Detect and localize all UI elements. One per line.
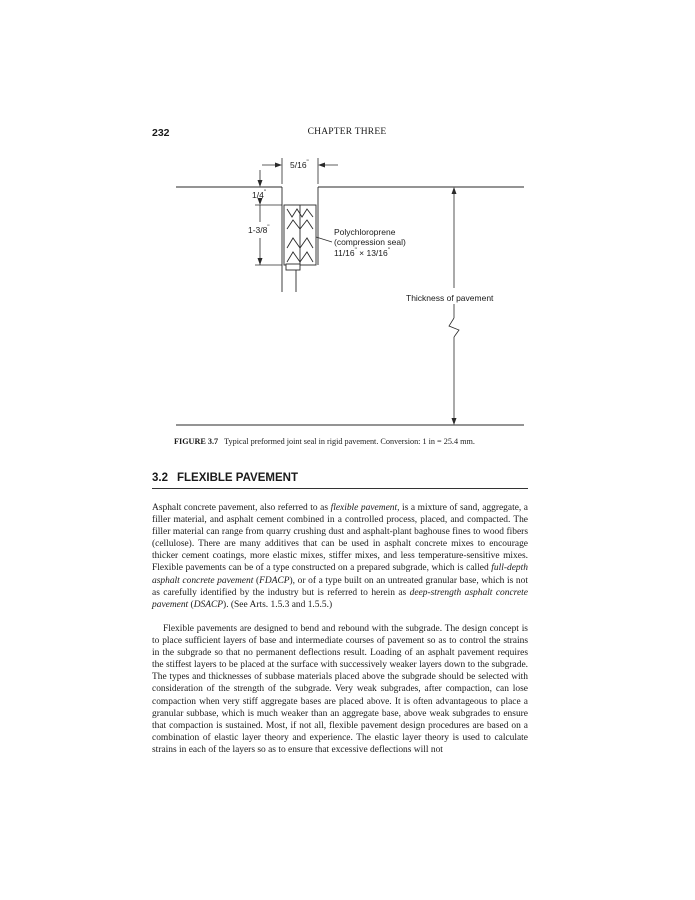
top-dimension-label: 1/4" — [252, 190, 266, 200]
thickness-dimension — [449, 187, 459, 425]
page-number: 232 — [152, 127, 170, 139]
figure-caption-text: Typical preformed joint seal in rigid pavement. Conversion: 1 in = 25.4 mm. — [224, 437, 475, 446]
seal-label-type: (compression seal) — [334, 237, 406, 247]
chapter-title: CHAPTER THREE — [307, 127, 387, 137]
section-number: 3.2 — [152, 472, 168, 484]
width-dimension-label: 5/16" — [290, 160, 309, 170]
section-heading — [152, 472, 528, 489]
depth-dimension-label: 1-3/8" — [248, 225, 270, 235]
section-title: FLEXIBLE PAVEMENT — [177, 472, 298, 484]
figure-caption — [174, 437, 534, 446]
figure-number: FIGURE 3.7 — [174, 437, 219, 446]
seal-label-material: Polychloroprene — [334, 227, 396, 237]
compression-seal — [284, 205, 316, 270]
thickness-label: Thickness of pavement — [406, 293, 494, 303]
seal-label-size: 11/16" × 13/16" — [334, 248, 390, 258]
depth-dimension — [255, 170, 282, 265]
paragraph-1: Asphalt concrete pavement, also referred to as flexible pavement, is a mixture of sand, aggregate, a filler material, and asphalt cement combined in a controlled process, placed, and compacted. The filler material can range from quarry crushing dust and asphalt-plant baghouse fines to wood fibers (cellulose). There are many additives that can be used in asphalt concrete mixes to encourage thicker cement coatings, more elastic mixes, stiffer mixes, and less temperature-sensitive mixes. Flexible pavements can be of a type constructed on a prepared subgrade, which is called full-depth asphalt concrete pavement (FDACP), or of a type built on an untreated granular base, which is not as carefully identified by the industry but is referred to herein as deep-strength asphalt concrete pavement (DSACP). (See Arts. 1.5.3 and 1.5.5.) — [152, 503, 528, 610]
paragraph-2: Flexible pavements are designed to bend and rebound with the subgrade. The design concept is to place sufficient layers of base and intermediate courses of pavement so as to control the strains in the subgrade so that no permanent deflections result. Loading of an asphalt pavement requires the stiffest layers to be placed at the surface with successively weaker layers down to the subgrade. The types and thicknesses of subbase materials placed above the subgrade should be selected with consideration of the strength of the subgrade. Very weak subgrades, after compaction, can lose compaction when very stiff aggregate bases are placed above. It is often advantageous to place a granular subbase, which is much weaker than an aggregate base, above weak subgrades to ensure that compaction is sustained. Most, if not all, flexible pavement design procedures are based on a combination of elastic layer theory and experience. The elastic layer theory is used to calculate strains in each of the layers so as to ensure that excessive deflections will not — [152, 624, 528, 755]
